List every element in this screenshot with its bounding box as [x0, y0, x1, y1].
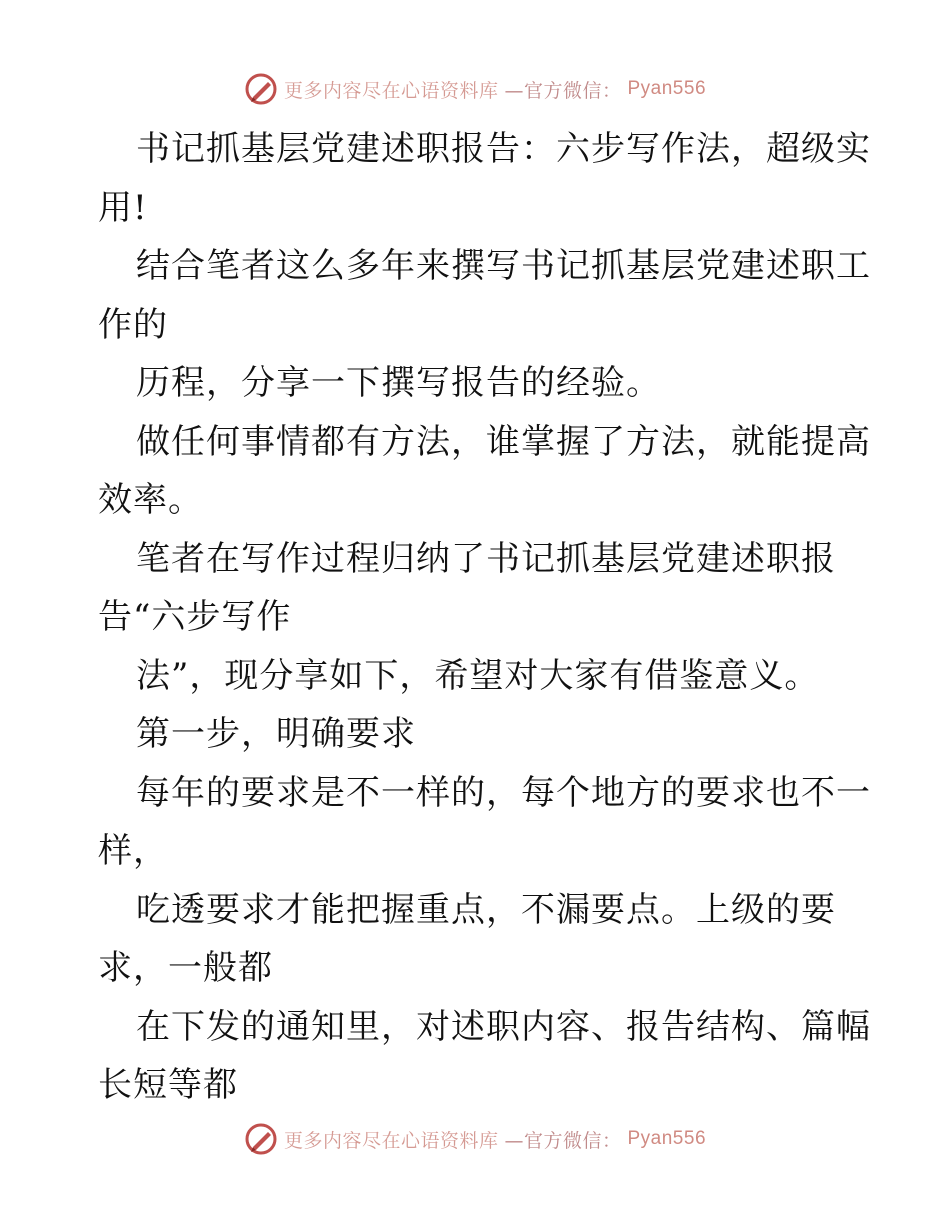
paragraph-line: 用! — [98, 187, 148, 228]
paragraph-line: 结合笔者这么多年来撰写书记抓基层党建述职工 — [136, 246, 871, 286]
paragraph-line: 求，一般都 — [98, 948, 273, 988]
watermark-main-text: 更多内容尽在心语资料库 — [283, 79, 499, 102]
paragraph-line: 做任何事情都有方法，谁掌握了方法，就能提高 — [136, 421, 871, 462]
paragraph-line: 长短等都 — [98, 1065, 238, 1105]
paragraph-line: 效率。 — [98, 480, 203, 520]
paragraph-line: 法”，现分享如下，希望对大家有借鉴意义。 — [136, 655, 820, 696]
watermark-sub-text: —官方微信： — [504, 1129, 622, 1152]
paragraph-line: 样， — [98, 831, 168, 871]
paragraph-line: 作的 — [98, 304, 168, 345]
watermark-sub-text: —官方微信： — [504, 79, 622, 102]
paragraph-line: 吃透要求才能把握重点，不漏要点。上级的要 — [136, 889, 836, 930]
document-body — [98, 120, 871, 1115]
pen-logo-icon — [244, 1122, 278, 1156]
paragraph-line: 书记抓基层党建述职报告：六步写作法，超级实 — [136, 129, 871, 169]
paragraph-line: 历程，分享一下撰写报告的经验。 — [136, 363, 661, 403]
paragraph-line: 告“六步写作 — [98, 597, 292, 637]
watermark-id-text: Pyan556 — [627, 78, 707, 99]
footer-watermark — [0, 1122, 950, 1156]
watermark-main-text: 更多内容尽在心语资料库 — [283, 1129, 499, 1152]
pen-logo-icon — [244, 72, 278, 106]
watermark-id-text: Pyan556 — [627, 1128, 707, 1149]
paragraph-line: 在下发的通知里，对述职内容、报告结构、篇幅 — [136, 1006, 871, 1047]
header-watermark — [0, 72, 950, 106]
paragraph-line: 每年的要求是不一样的，每个地方的要求也不一 — [136, 772, 871, 813]
section-heading: 第一步，明确要求 — [136, 714, 416, 754]
paragraph-line: 笔者在写作过程归纳了书记抓基层党建述职报 — [136, 538, 836, 579]
